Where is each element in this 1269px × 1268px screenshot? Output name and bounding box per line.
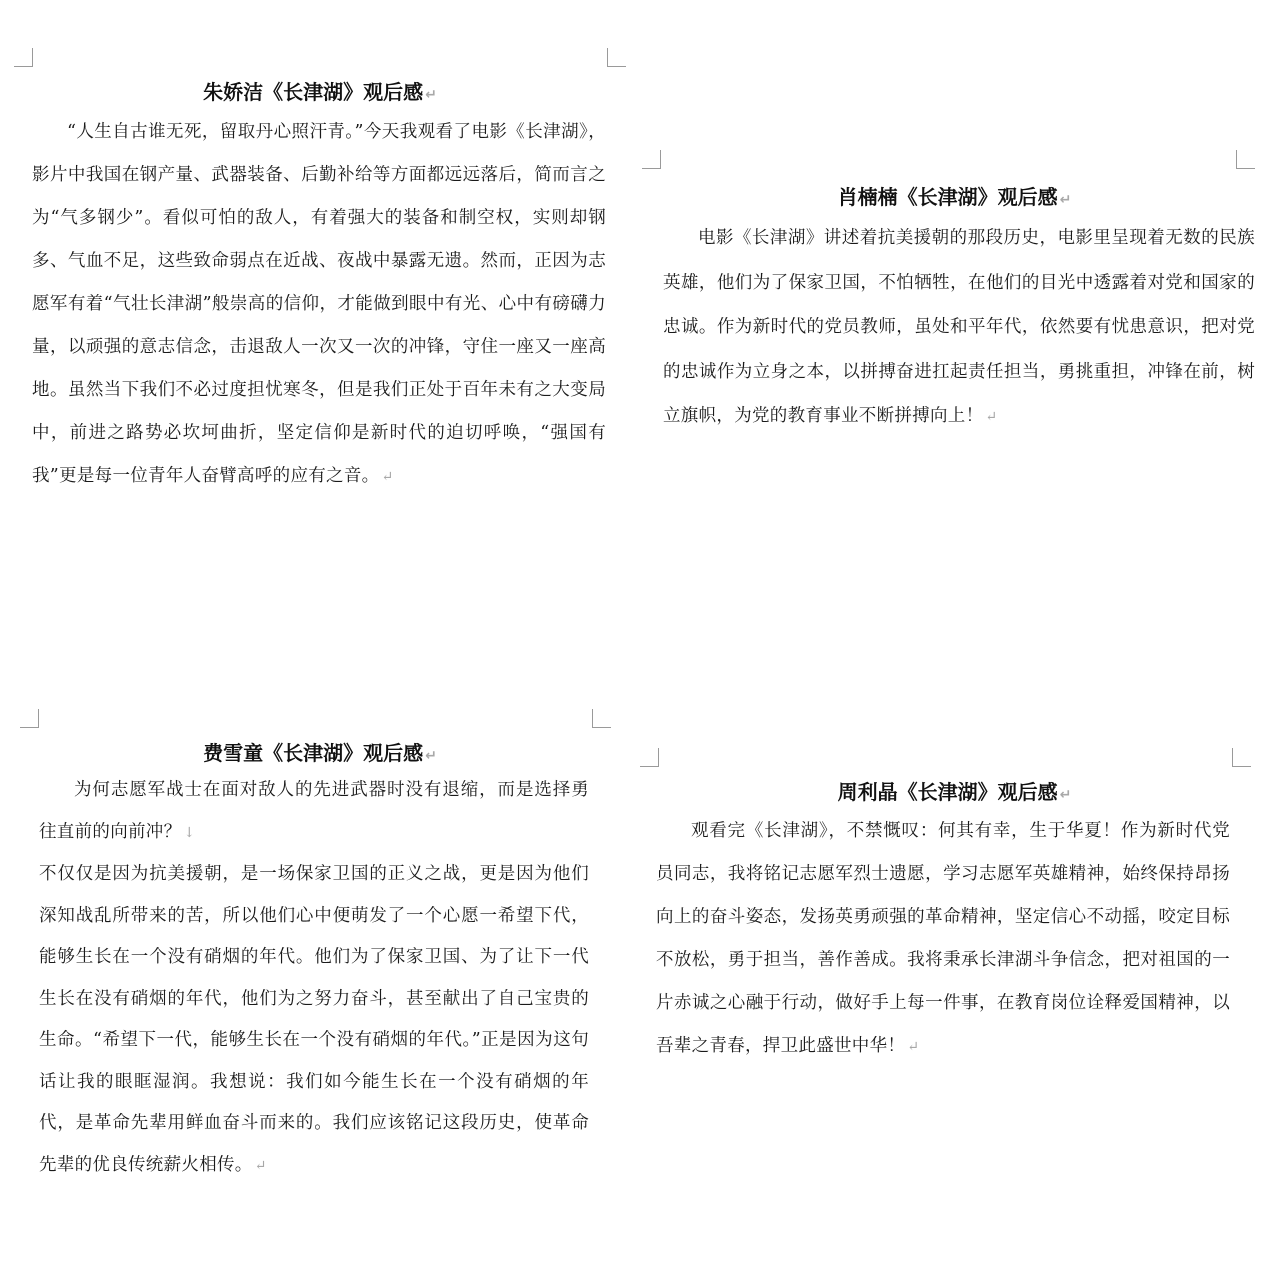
page-4 [640, 640, 1269, 1268]
page-corner-mark [14, 48, 33, 67]
page-corner-mark [20, 709, 39, 728]
page-3 [0, 640, 640, 1268]
essay-title: 朱娇洁《长津湖》观后感 ↵ [203, 80, 437, 104]
page-2 [640, 0, 1269, 640]
essay-body[interactable]: 电影《长津湖》讲述着抗美援朝的那段历史，电影里呈现着无数的民族英雄，他们为了保家卫国，不怕牺牲，在他们的目光中透露着对党和国家的忠诚。作为新时代的党员教师，虽处和平年代，依然要有忧患意识，把对党的忠诚作为立身之本，以拼搏奋进扛起责任担当，勇挑重担，冲锋在前，树立旗帜，为党的教育事业不断拼搏向上！ ↵ [663, 228, 1255, 426]
essay-body[interactable]: 观看完《长津湖》，不禁慨叹：何其有幸，生于华夏！作为新时代党员同志，我将铭记志愿军烈士遗愿，学习志愿军英雄精神，始终保持昂扬向上的奋斗姿态，发扬英勇顽强的革命精神，坚定信心不动摇，咬定目标不放松，勇于担当，善作善成。我将秉承长津湖斗争信念，把对祖国的一片赤诚之心融于行动，做好手上每一件事，在教育岗位诠释爱国精神，以吾辈之青春，捍卫此盛世中华！ ↵ [656, 821, 1230, 1056]
essay-title: 周利晶《长津湖》观后感 ↵ [837, 780, 1072, 804]
page-corner-mark [642, 150, 661, 169]
page-corner-mark [592, 709, 611, 728]
page-corner-mark [1232, 748, 1251, 767]
essay-body[interactable]: “人生自古谁无死，留取丹心照汗青。”今天我观看了电影《长津湖》，影片中我国在钢产量、武器装备、后勤补给等方面都远远落后，简而言之为“气多钢少”。看似可怕的敌人，有着强大的装备和制空权，实则却钢多、气血不足，这些致命弱点在近战、夜战中暴露无遗。然而，正因为志愿军有着“气壮长津湖”般崇高的信仰，才能做到眼中有光、心中有磅礴力量，以顽强的意志信念，击退敌人一次又一次的冲锋，守住一座又一座高地。虽然当下我们不必过度担忧寒冬，但是我们正处于百年未有之大变局中，前进之路势必坎坷曲折，坚定信仰是新时代的迫切呼唤，“强国有我”更是每一位青年人奋臂高呼的应有之音。 ↵ [32, 122, 606, 486]
page-1 [0, 0, 640, 640]
essay-title: 费雪童《长津湖》观后感 ↵ [203, 741, 437, 765]
page-corner-mark [607, 48, 626, 67]
page-corner-mark [1236, 150, 1255, 169]
essay-title: 肖楠楠《长津湖》观后感 ↵ [837, 185, 1072, 209]
essay-body[interactable]: 为何志愿军战士在面对敌人的先进武器时没有退缩，而是选择勇往直前的向前冲？ ↓ 不仅仅是因为抗美援朝，是一场保家卫国的正义之战，更是因为他们深知战乱所带来的苦，所以他们心中便萌发了一个心愿一希望下代，能够生长在一个没有硝烟的年代。他们为了保家卫国、为了让下一代生长在没有硝烟的年代，他们为之努力奋斗，甚至献出了自己宝贵的生命。“希望下一代，能够生长在一个没有硝烟的年代。”正是因为这句话让我的眼眶湿润。我想说：我们如今能生长在一个没有硝烟的年代，是革命先辈用鲜血奋斗而来的。我们应该铭记这段历史，使革命先辈的优良传统薪火相传。 ↵ [39, 780, 589, 1175]
page-corner-mark [640, 748, 659, 767]
